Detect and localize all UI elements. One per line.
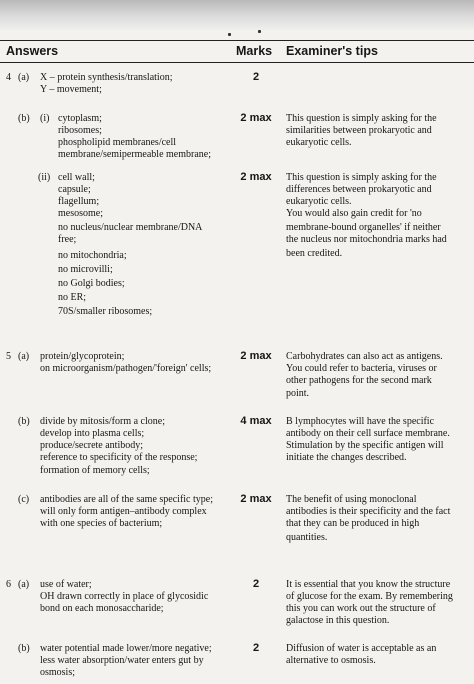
tip-line: quantities. (286, 532, 328, 543)
marks-value: 2 max (240, 112, 272, 124)
question-number: 5 (6, 351, 11, 362)
answer-line: no mitochondria; (58, 250, 127, 261)
answer-line: ribosomes; (58, 125, 102, 136)
tip-line: galactose in this question. (286, 615, 390, 626)
answer-line: no Golgi bodies; (58, 278, 125, 289)
answer-line: no microvilli; (58, 264, 113, 275)
tip-line: differences between prokaryotic and (286, 184, 432, 195)
answer-line: formation of memory cells; (40, 465, 150, 476)
tip-line: antibodies is their specificity and the fact (286, 506, 451, 517)
answer-line: 70S/smaller ribosomes; (58, 306, 153, 317)
marks-value: 2 (252, 642, 260, 654)
subpart-label: (ii) (38, 172, 51, 183)
part-label: (a) (18, 579, 30, 590)
tip-line: alternative to osmosis. (286, 655, 376, 666)
question-number: 4 (6, 72, 11, 83)
tip-line: been credited. (286, 248, 343, 259)
answer-line: cell wall; (58, 172, 95, 183)
answer-line: produce/secrete antibody; (40, 440, 144, 451)
part-label: (b) (18, 113, 30, 124)
part-label: (b) (18, 416, 30, 427)
answer-line: less water absorption/water enters gut by (40, 655, 204, 666)
part-label: (a) (18, 72, 30, 83)
table-header (0, 44, 474, 62)
answer-line: osmosis; (40, 667, 76, 678)
answer-line: free; (58, 234, 77, 245)
header-rule-top (0, 40, 474, 41)
marks-value: 4 max (240, 415, 272, 427)
header-tips: Examiner's tips (286, 44, 378, 58)
part-label: (b) (18, 643, 30, 654)
answer-line: water potential made lower/more negative; (40, 643, 212, 654)
tip-line: You would also gain credit for 'no (286, 208, 422, 219)
answer-line: mesosome; (58, 208, 103, 219)
tip-line: this you can work out the structure of (286, 603, 436, 614)
answer-line: cytoplasm; (58, 113, 102, 124)
header-rule-bottom (0, 62, 474, 63)
tip-line: Stimulation by the specific antigen will (286, 440, 444, 451)
tip-line: eukaryotic cells. (286, 196, 352, 207)
scan-speck (228, 33, 231, 36)
answer-line: flagellum; (58, 196, 100, 207)
tip-line: antibody on their cell surface membrane. (286, 428, 450, 439)
answer-line: Y – movement; (40, 84, 102, 95)
question-number: 6 (6, 579, 11, 590)
marks-value: 2 (252, 71, 260, 83)
tip-line: This question is simply asking for the (286, 113, 437, 124)
answer-line: phospholipid membranes/cell (58, 137, 177, 148)
tip-line: B lymphocytes will have the specific (286, 416, 435, 427)
tip-line: point. (286, 388, 310, 399)
tip-line: The benefit of using monoclonal (286, 494, 417, 505)
marks-value: 2 max (240, 171, 272, 183)
answer-line: use of water; (40, 579, 92, 590)
scan-edge (0, 0, 474, 30)
tip-line: Carbohydrates can also act as antigens. (286, 351, 443, 362)
tip-line: This question is simply asking for the (286, 172, 437, 183)
answer-line: with one species of bacterium; (40, 518, 163, 529)
subpart-label: (i) (40, 113, 50, 124)
tip-line: of glucose for the exam. By remembering (286, 591, 453, 602)
answer-line: will only form antigen–antibody complex (40, 506, 207, 517)
marks-value: 2 (252, 578, 260, 590)
answer-line: bond on each monosaccharide; (40, 603, 164, 614)
tip-line: initiate the changes described. (286, 452, 407, 463)
answer-line: capsule; (58, 184, 91, 195)
marks-value: 2 max (240, 493, 272, 505)
answer-line: develop into plasma cells; (40, 428, 145, 439)
answer-line: membrane/semipermeable membrane; (58, 149, 211, 160)
answer-line: no ER; (58, 292, 87, 303)
answer-line: no nucleus/nuclear membrane/DNA (58, 222, 203, 233)
tip-line: It is essential that you know the structure (286, 579, 451, 590)
tip-line: the nucleus nor mitochondria marks had (286, 234, 447, 245)
answer-line: divide by mitosis/form a clone; (40, 416, 165, 427)
answer-line: OH drawn correctly in place of glycosidic (40, 591, 209, 602)
tip-line: You could refer to bacteria, viruses or (286, 363, 437, 374)
tip-line: membrane-bound organelles' if neither (286, 222, 441, 233)
answer-line: X – protein synthesis/translation; (40, 72, 173, 83)
tip-line: other pathogens for the second mark (286, 375, 432, 386)
marks-value: 2 max (240, 350, 272, 362)
answer-line: reference to specificity of the response; (40, 452, 198, 463)
scan-speck (258, 30, 261, 33)
tip-line: eukaryotic cells. (286, 137, 352, 148)
tip-line: Diffusion of water is acceptable as an (286, 643, 437, 654)
answer-line: protein/glycoprotein; (40, 351, 125, 362)
answer-line: antibodies are all of the same specific type; (40, 494, 213, 505)
part-label: (a) (18, 351, 30, 362)
header-marks: Marks (236, 44, 273, 58)
tip-line: similarities between prokaryotic and (286, 125, 432, 136)
tip-line: that they can be produced in high (286, 518, 420, 529)
part-label: (c) (18, 494, 30, 505)
header-answers: Answers (6, 44, 59, 58)
answer-line: on microorganism/pathogen/'foreign' cells; (40, 363, 212, 374)
